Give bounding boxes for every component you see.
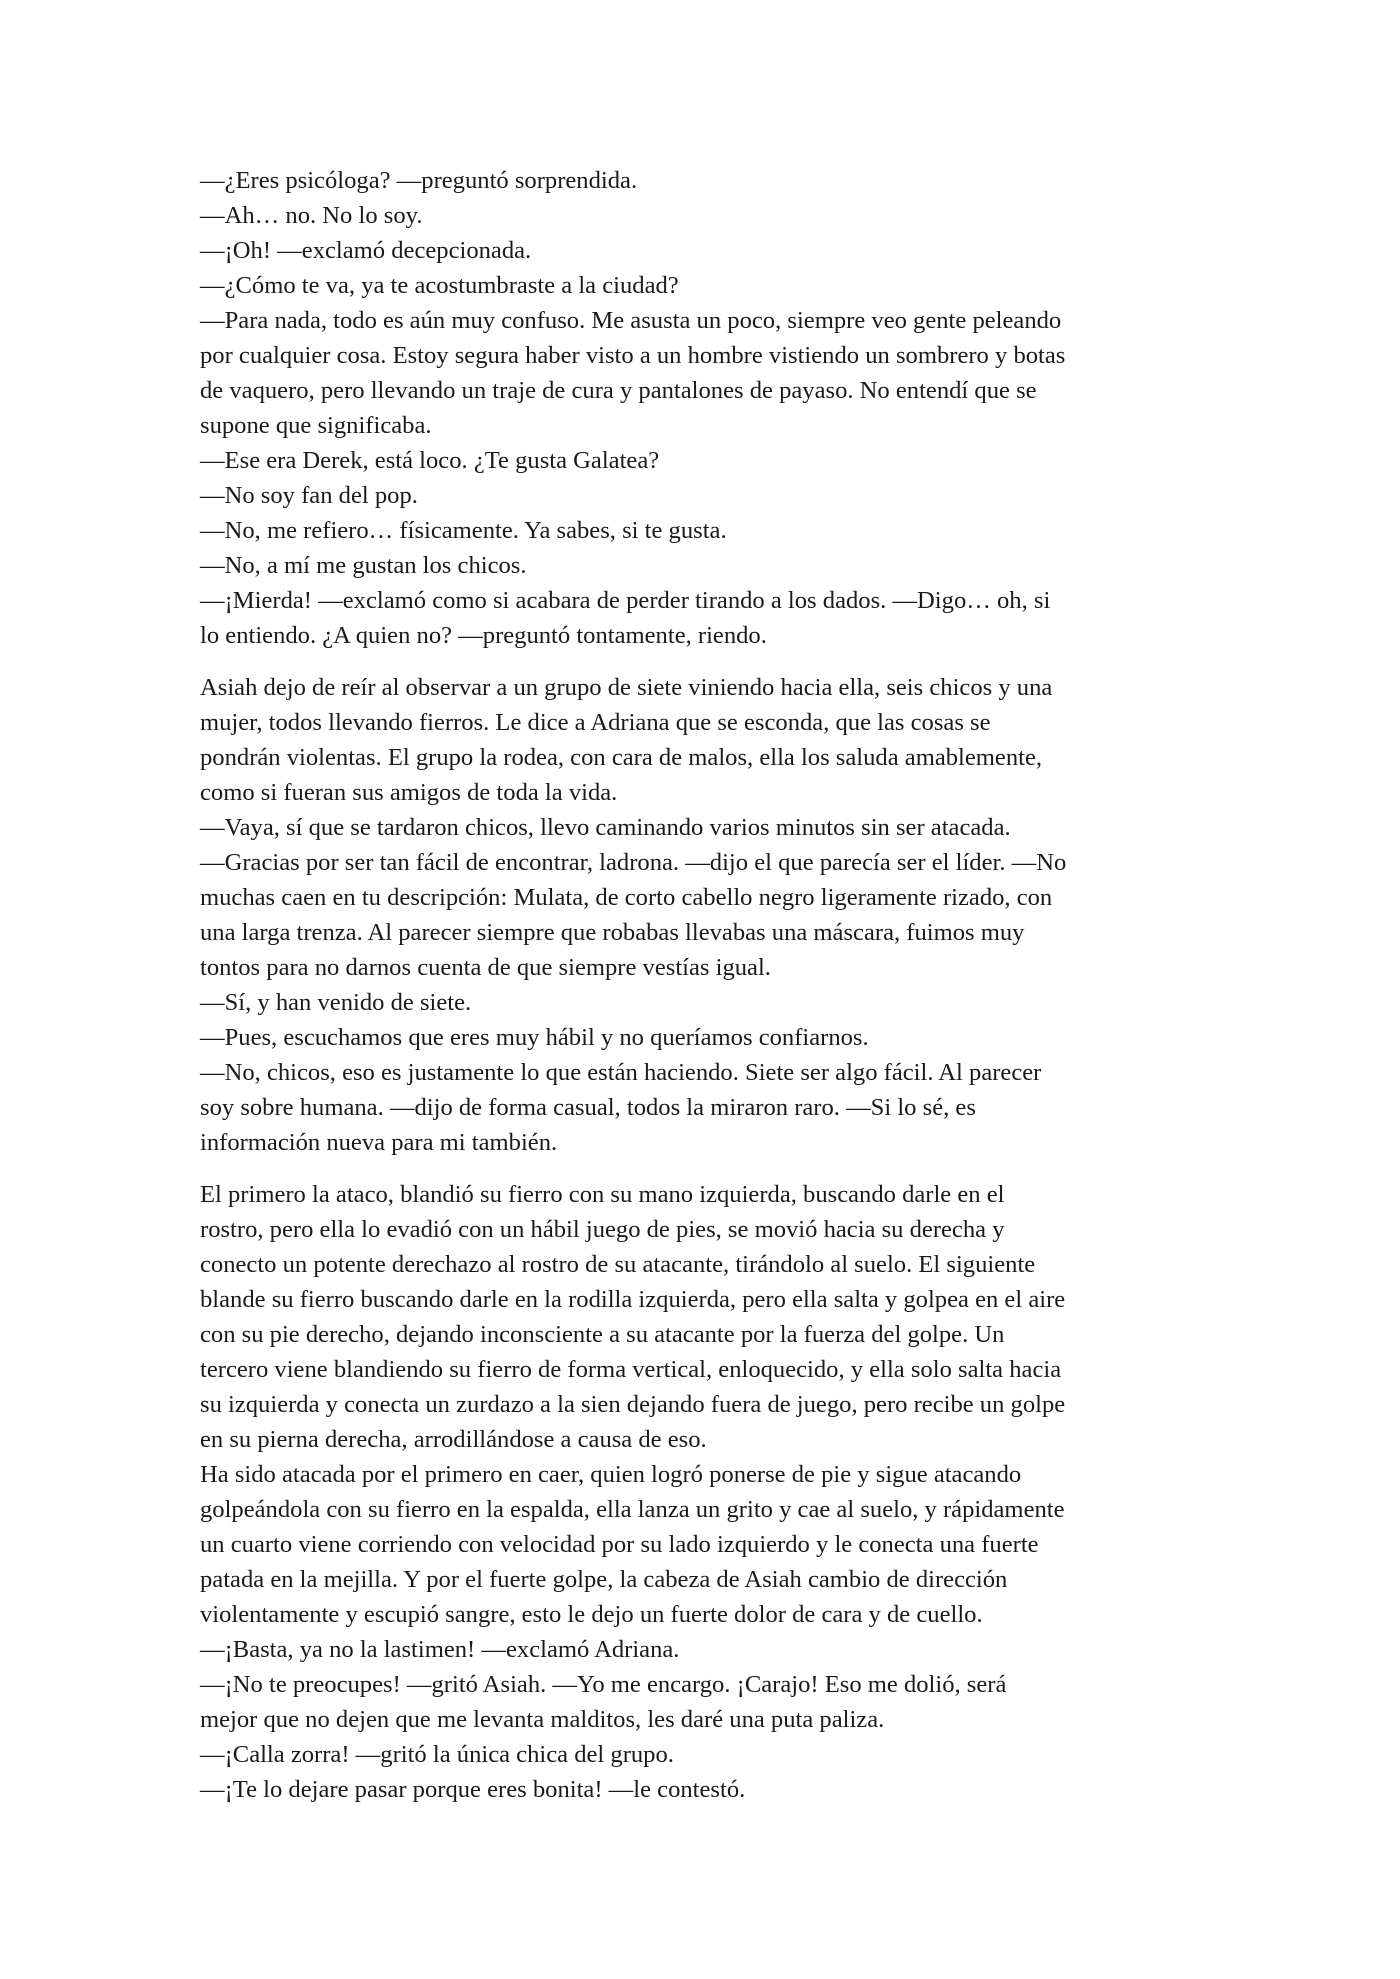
text-line: —Sí, y han venido de siete. [200,989,472,1016]
text-line: en su pierna derecha, arrodillándose a causa de eso. [200,1426,707,1453]
text-line: —Ah… no. No lo soy. [200,202,423,229]
text-line: su izquierda y conecta un zurdazo a la sien dejando fuera de juego, pero recibe un golpe [200,1391,1066,1418]
text-line: —No, chicos, eso es justamente lo que están haciendo. Siete ser algo fácil. Al parecer [200,1059,1042,1086]
text-line: Asiah dejo de reír al observar a un grupo de siete viniendo hacia ella, seis chicos y una [200,674,1053,701]
text-line: —¡Te lo dejare pasar porque eres bonita! —le contestó. [200,1776,746,1803]
text-line: —Ese era Derek, está loco. ¿Te gusta Galatea? [200,447,660,474]
text-line: mujer, todos llevando fierros. Le dice a Adriana que se esconda, que las cosas se [200,709,991,736]
text-line: —¡Mierda! —exclamó como si acabara de perder tirando a los dados. —Digo… oh, si [200,587,1051,614]
text-line: Ha sido atacada por el primero en caer, quien logró ponerse de pie y sigue atacando [200,1461,1022,1488]
text-line: una larga trenza. Al parecer siempre que robabas llevabas una máscara, fuimos muy [200,919,1025,946]
text-line: —¡No te preocupes! —gritó Asiah. —Yo me encargo. ¡Carajo! Eso me dolió, será [200,1671,1007,1698]
text-line: —Vaya, sí que se tardaron chicos, llevo caminando varios minutos sin ser atacada. [200,814,1011,841]
text-line: golpeándola con su fierro en la espalda, ella lanza un grito y cae al suelo, y rápidamente [200,1496,1065,1523]
text-line: información nueva para mi también. [200,1129,558,1156]
text-line: —No, me refiero… físicamente. Ya sabes, si te gusta. [200,517,727,544]
text-line: mejor que no dejen que me levanta malditos, les daré una puta paliza. [200,1706,885,1733]
text-line: —¿Cómo te va, ya te acostumbraste a la ciudad? [200,272,679,299]
text-line: lo entiendo. ¿A quien no? —preguntó tontamente, riendo. [200,622,767,649]
paragraph-gap [200,1160,1210,1177]
text-line: —Pues, escuchamos que eres muy hábil y no queríamos confiarnos. [200,1024,869,1051]
text-line: —Gracias por ser tan fácil de encontrar, ladrona. —dijo el que parecía ser el líder. —No [200,849,1067,876]
text-line: de vaquero, pero llevando un traje de cura y pantalones de payaso. No entendí que se [200,377,1037,404]
text-line: como si fueran sus amigos de toda la vida. [200,779,618,806]
text-line: —¡Calla zorra! —gritó la única chica del grupo. [200,1741,674,1768]
text-line: —No, a mí me gustan los chicos. [200,552,527,579]
text-line: patada en la mejilla. Y por el fuerte golpe, la cabeza de Asiah cambio de dirección [200,1566,1008,1593]
text-line: El primero la ataco, blandió su fierro con su mano izquierda, buscando darle en el [200,1181,1005,1208]
paragraph-gap [200,653,1210,670]
text-line: —¡Basta, ya no la lastimen! —exclamó Adriana. [200,1636,680,1663]
text-line: muchas caen en tu descripción: Mulata, de corto cabello negro ligeramente rizado, con [200,884,1053,911]
text-line: —¡Oh! —exclamó decepcionada. [200,237,532,264]
text-line: conecto un potente derechazo al rostro de su atacante, tirándolo al suelo. El siguiente [200,1251,1036,1278]
text-line: tercero viene blandiendo su fierro de forma vertical, enloquecido, y ella solo salta hacia [200,1356,1062,1383]
document-body [200,163,1210,1807]
text-line: —Para nada, todo es aún muy confuso. Me asusta un poco, siempre veo gente peleando [200,307,1062,334]
text-line: con su pie derecho, dejando inconsciente a su atacante por la fuerza del golpe. Un [200,1321,1005,1348]
text-line: un cuarto viene corriendo con velocidad por su lado izquierdo y le conecta una fuerte [200,1531,1039,1558]
text-line: tontos para no darnos cuenta de que siempre vestías igual. [200,954,771,981]
text-line: por cualquier cosa. Estoy segura haber visto a un hombre vistiendo un sombrero y botas [200,342,1066,369]
text-line: supone que significaba. [200,412,432,439]
text-line: soy sobre humana. —dijo de forma casual, todos la miraron raro. —Si lo sé, es [200,1094,976,1121]
text-line: —¿Eres psicóloga? —preguntó sorprendida. [200,167,638,194]
text-line: blande su fierro buscando darle en la rodilla izquierda, pero ella salta y golpea en el aire [200,1286,1066,1313]
text-line: rostro, pero ella lo evadió con un hábil juego de pies, se movió hacia su derecha y [200,1216,1005,1243]
text-line: —No soy fan del pop. [200,482,418,509]
text-line: violentamente y escupió sangre, esto le dejo un fuerte dolor de cara y de cuello. [200,1601,983,1628]
text-line: pondrán violentas. El grupo la rodea, con cara de malos, ella los saluda amablemente, [200,744,1043,771]
